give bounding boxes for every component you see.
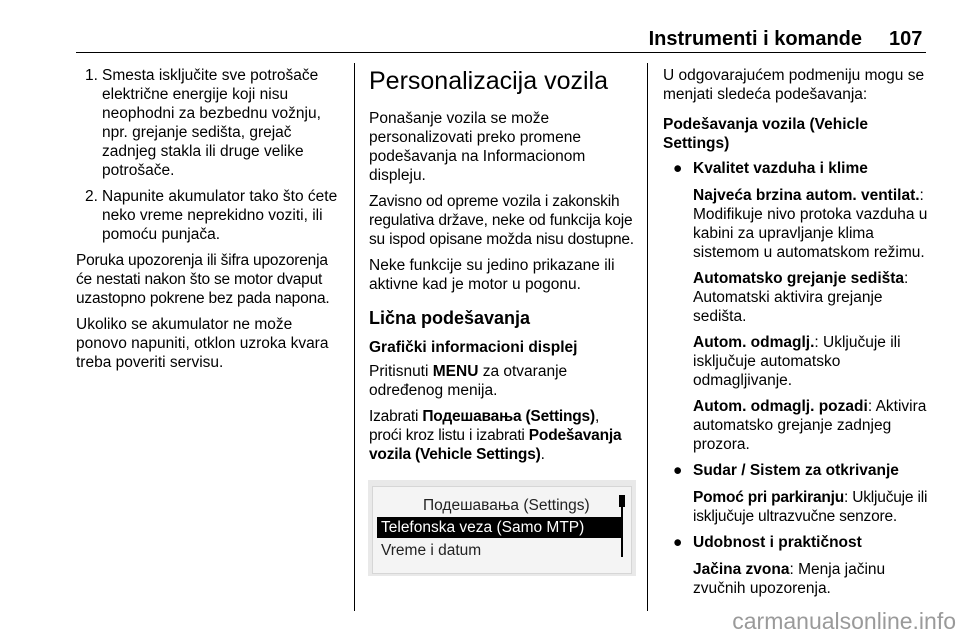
setting-item <box>693 397 929 454</box>
setting-desc: : Menja jačinu zvučnih upozorenja. <box>693 561 886 597</box>
setting-key: Automatsko grejanje sedišta <box>693 270 905 287</box>
display-panel <box>372 486 632 574</box>
column-divider-right <box>647 63 648 611</box>
sub-subheading: Grafički informacioni displej <box>369 339 578 356</box>
step-2 <box>76 187 344 244</box>
paragraph: Neke funkcije su jedino prikazane ili aktivne kad je motor u pogonu. <box>369 257 615 293</box>
setting-desc: : Uključuje ili isključuje automatsko odmagljivanje. <box>693 334 901 389</box>
text: . <box>540 446 545 463</box>
setting-desc: : Automatski aktivira grejanje sedišta. <box>693 270 909 325</box>
header-rule <box>76 52 926 53</box>
text: za otvaranje određenog menija. <box>369 363 568 399</box>
bullet-icon: ● <box>673 160 683 177</box>
paragraph: U odgovarajućem podmeniju mogu se menjati sledeća podešavanja: <box>663 67 925 103</box>
menu-key: MENU <box>432 363 479 380</box>
setting-item <box>693 333 929 390</box>
bullet-icon: ● <box>673 534 683 551</box>
text: , proći kroz listu i izabrati <box>369 408 600 444</box>
column-1 <box>76 66 344 379</box>
menu-path: Подешавања (Settings) <box>422 408 595 425</box>
paragraph: Ukoliko se akumulator ne može ponovo napuniti, otklon uzroka kvara treba poveriti servisu. <box>76 316 329 371</box>
display-item: Vreme i datum <box>381 542 482 559</box>
step-text: Napunite akumulator tako što ćete neko vreme neprekidno voziti, ili pomoću punjača. <box>102 188 338 243</box>
step-number: 2. <box>85 188 98 205</box>
setting-item <box>693 560 929 598</box>
column-2 <box>369 66 635 471</box>
text: Pritisnuti <box>369 363 433 380</box>
paragraph <box>369 407 635 464</box>
column-3 <box>663 66 929 605</box>
battery-steps <box>76 66 344 244</box>
setting-item <box>693 488 929 526</box>
section-heading: Personalizacija vozila <box>369 67 609 95</box>
settings-section-title: Podešavanja vozila (Vehicle Settings) <box>663 116 869 152</box>
setting-key: Najveća brzina autom. ventilat. <box>693 187 920 204</box>
display-title: Подешавања (Settings) <box>423 497 590 514</box>
paragraph <box>369 362 635 400</box>
setting-item <box>693 269 929 326</box>
bullet-comfort <box>663 533 929 598</box>
scrollbar-thumb <box>619 495 625 507</box>
header-title: Instrumenti i komande <box>648 28 862 50</box>
bullet-title: Udobnost i praktičnost <box>693 534 862 551</box>
setting-key: Jačina zvona <box>693 561 790 578</box>
watermark: carmanualsonline.info <box>732 608 956 634</box>
step-1 <box>76 66 344 180</box>
subheading: Lična podešavanja <box>369 308 531 328</box>
paragraph: Zavisno od opreme vozila i zakonskih regulativa države, neke od funkcija koje su ispod opisane možda nisu dostupne. <box>369 193 634 248</box>
bullet-title: Kvalitet vazduha i klime <box>693 160 868 177</box>
text: Izabrati <box>369 408 423 425</box>
step-number: 1. <box>85 67 98 84</box>
setting-desc: : Aktivira automatsko grejanje zadnjeg prozora. <box>693 398 927 453</box>
setting-key: Autom. odmaglj. <box>693 334 815 351</box>
display-selected-item: Telefonska veza (Samo MTP) <box>377 517 621 538</box>
step-text: Smesta isključite sve potrošače električne energije koji nisu neophodni za bezbednu vožnju, npr. grejanje sedišta, grejač zadnjeg stakla ili druge velike potrošače. <box>102 67 321 179</box>
setting-desc: : Uključuje ili isključuje ultrazvučne senzore. <box>693 489 928 525</box>
paragraph: Poruka upozorenja ili šifra upozorenja će nestati nakon što se motor dvaput uzastopno pokrene bez pada napona. <box>76 252 330 307</box>
bullet-title: Sudar / Sistem za otkrivanje <box>693 462 899 479</box>
display-screenshot <box>368 480 636 576</box>
setting-key: Pomoć pri parkiranju <box>693 489 845 506</box>
bullet-icon: ● <box>673 462 683 479</box>
setting-key: Autom. odmaglj. pozadi <box>693 398 868 415</box>
setting-desc: : Modifikuje nivo protoka vazduha u kabini za upravljanje klima sistemom u automatskom režimu. <box>693 187 928 261</box>
column-divider-left <box>354 63 355 611</box>
menu-path: Podešavanja vozila (Vehicle Settings) <box>369 427 622 463</box>
setting-item <box>693 186 929 262</box>
bullet-air-quality <box>663 159 929 454</box>
paragraph: Ponašanje vozila se može personalizovati preko promene podešavanja na Informacionom displeju. <box>369 110 586 184</box>
bullet-collision <box>663 461 929 526</box>
page-number: 107 <box>889 28 923 50</box>
